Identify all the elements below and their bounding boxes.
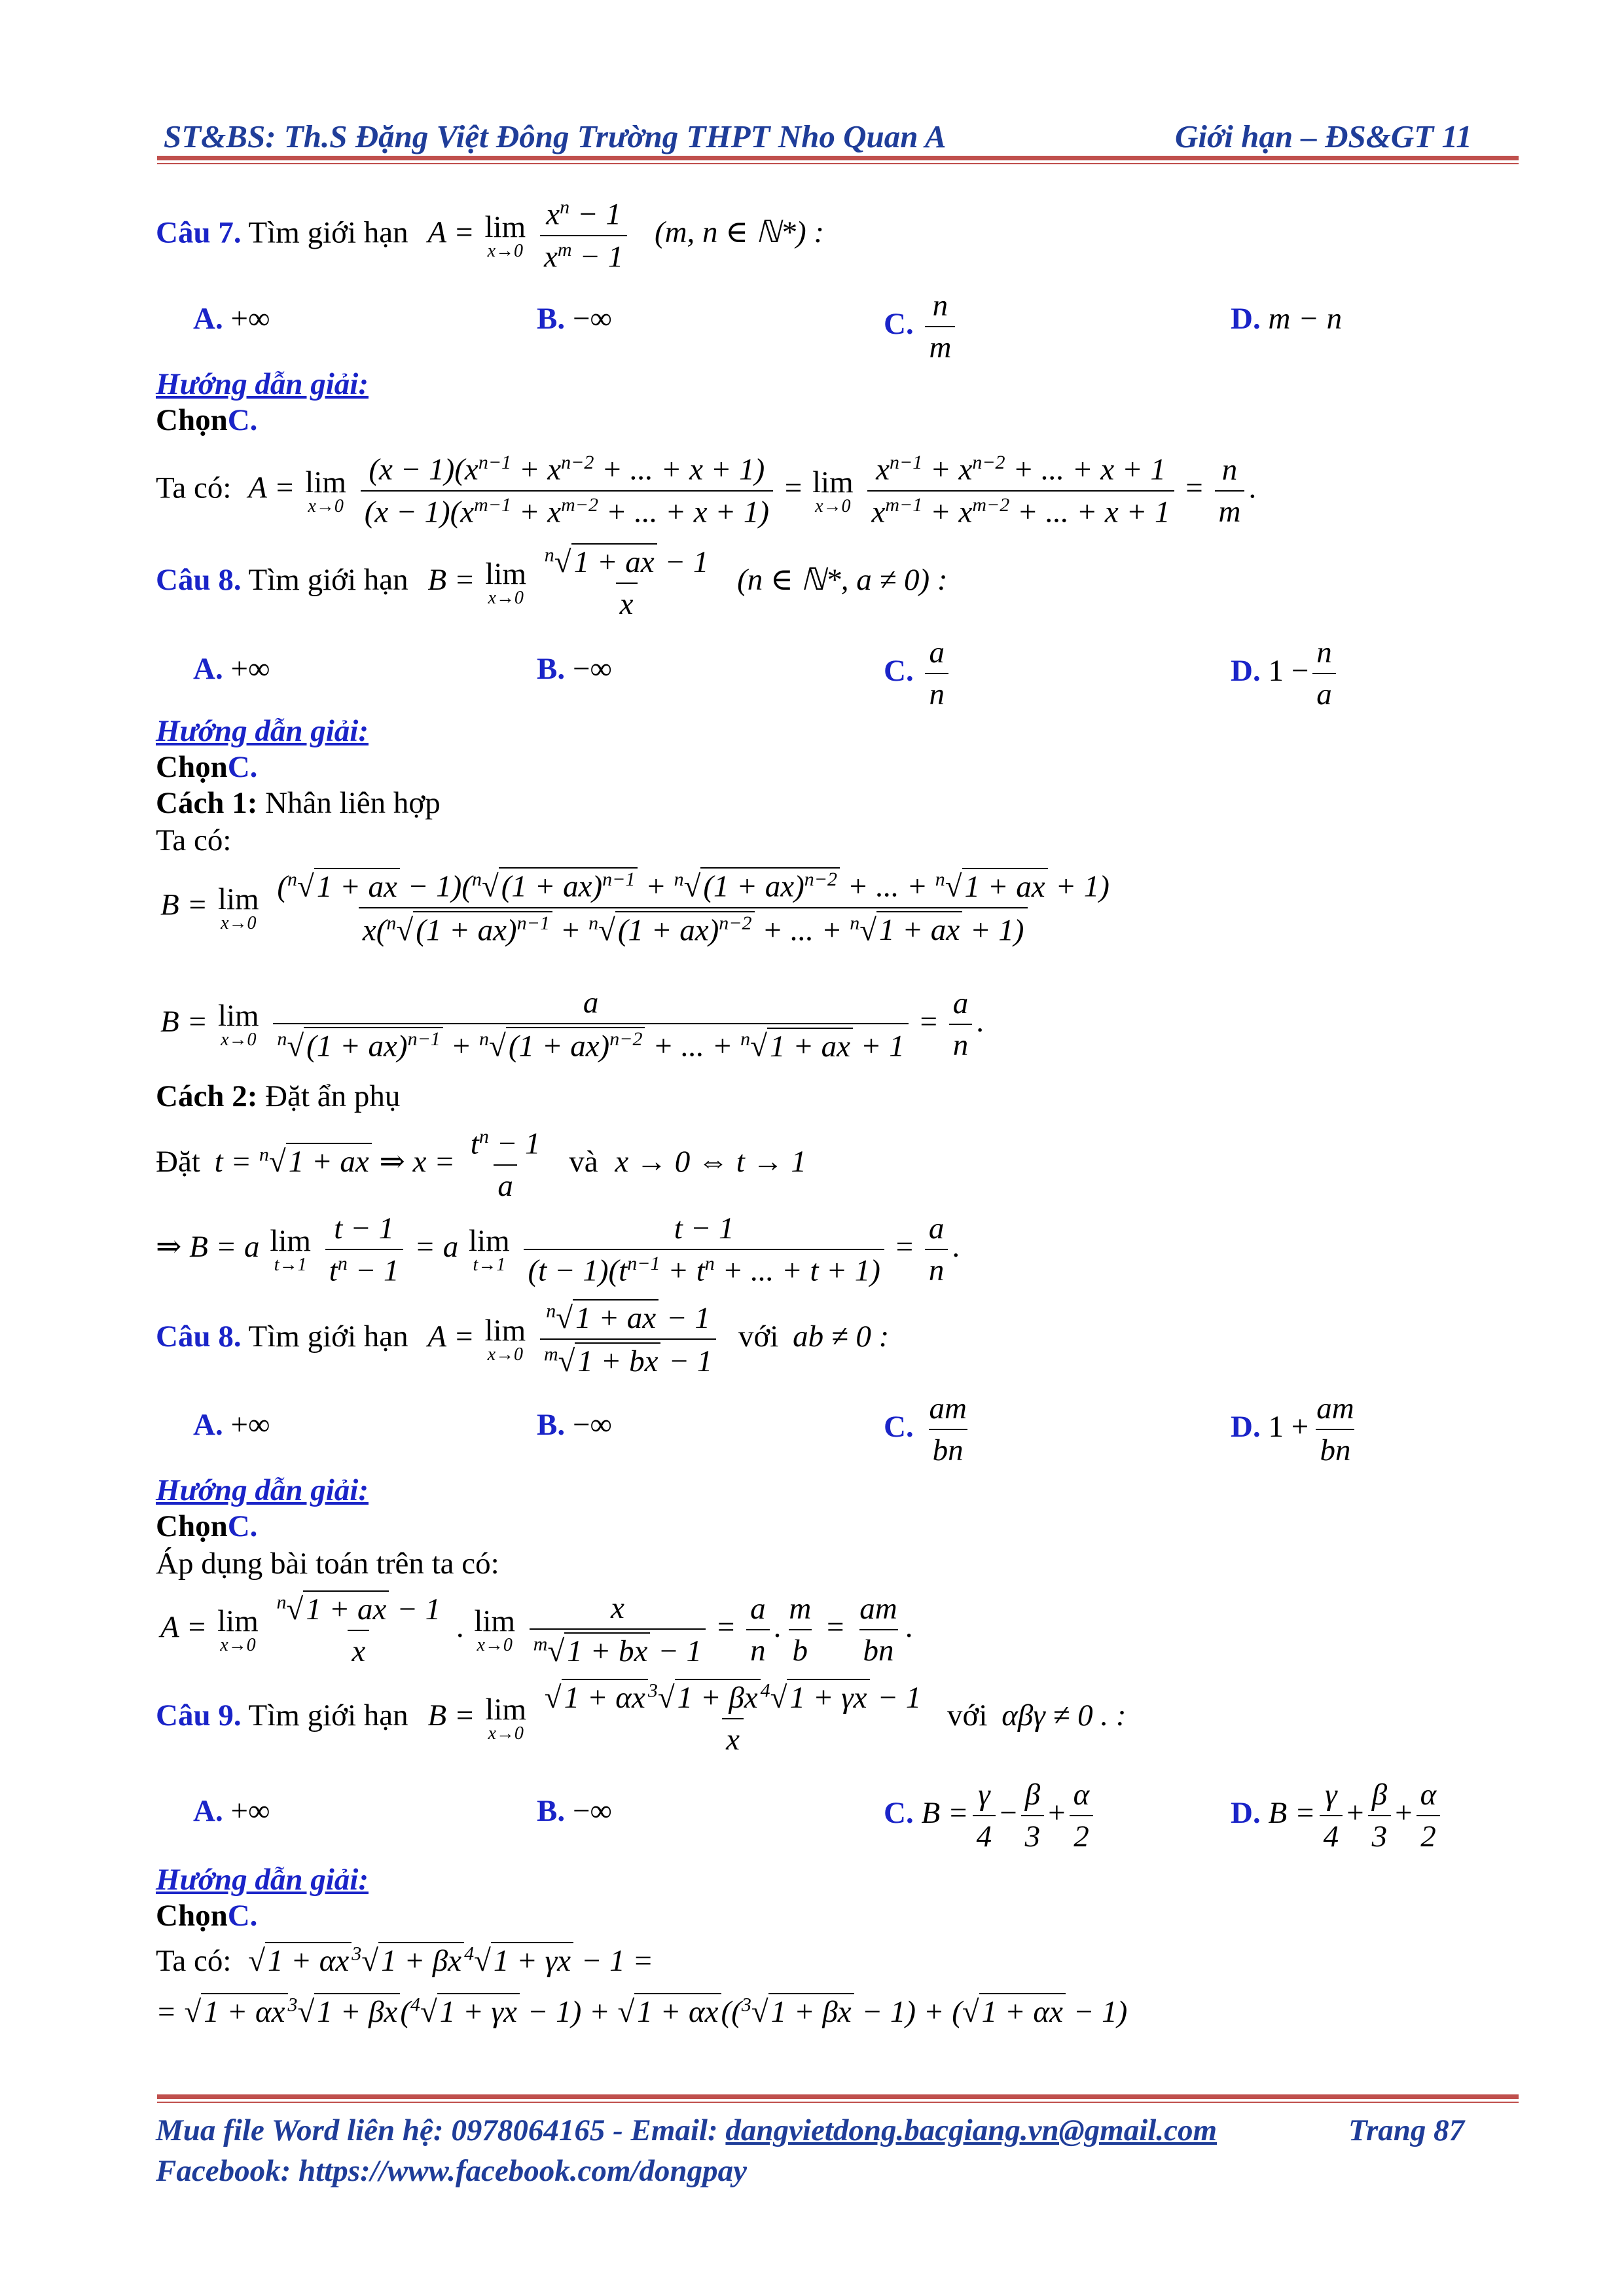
solution-7: Ta có: A = lim x→0 $\frac{(x - 1)(x^{n-1} + x^{n-2} + ... + x + 1)}{(x - 1)(x^{m-1} + x^{m-2} + ... + x + 1)}$ = lim x→0 $\frac{x^{n-1} + x^{n-2} + ... + x + 1}{x^{m-1} + x^{m-2} + ... + x + 1}$ = $\frac{n}{m}$ . [156, 452, 1257, 529]
answer-d: D. 1 − $\frac{n}{a}$ [1231, 635, 1340, 712]
solution-9-line1: Ta có: √1 + αx $^3$√1 + βx $^4$√1 + γx − 1 = [156, 1943, 654, 1978]
solution-8b: A = lim x→0 $\frac{^n√1 + ax - 1}{x}$ . lim x→0 $\frac{x}{^m√1 + bx - 1}$ = $\frac{a}{n}$ . $\frac{m}{b}$ = $\frac{am}{bn}$ . [160, 1591, 913, 1668]
email-link[interactable]: dangvietdong.bacgiang.vn@gmail.com [725, 2113, 1218, 2147]
header-title: ST&BS: Th.S Đặng Việt Đông Trường THPT Nho Quan A [164, 118, 947, 154]
guide-heading: Hướng dẫn giải: [156, 1473, 369, 1507]
header-rule-thin [157, 163, 1519, 164]
solution-intro: Ta có: [156, 823, 232, 857]
page-number: Trang 87 [1348, 2113, 1465, 2147]
answer-a: A. +∞ [193, 302, 270, 336]
answer-c: C. $\frac{am}{bn}$ [884, 1391, 967, 1467]
chosen-answer: ChọnC. [156, 750, 258, 784]
guide-heading: Hướng dẫn giải: [156, 1863, 369, 1897]
header-rule [157, 156, 1519, 160]
answer-c: C. $\frac{a}{n}$ [884, 635, 952, 712]
answer-b: B. −∞ [537, 302, 612, 336]
footer-contact: Mua file Word liên hệ: 0978064165 - Email: dangvietdong.bacgiang.vn@gmail.com [156, 2113, 1218, 2147]
question-7 [156, 196, 824, 274]
math: $\frac{x^n - 1}{x^m - 1}$ [540, 196, 627, 274]
answer-d: D. m − n [1231, 302, 1343, 336]
question-8b: Câu 8. Tìm giới hạn A = lim x→0 $\frac{^n√1 + ax - 1}{^m√1 + bx - 1}$ với ab ≠ 0 : [156, 1300, 890, 1378]
answer-d: D. 1 + $\frac{am}{bn}$ [1231, 1391, 1354, 1467]
guide-heading: Hướng dẫn giải: [156, 714, 369, 748]
answer-a: A. +∞ [193, 652, 270, 686]
answer-b: B. −∞ [537, 652, 612, 686]
answer-b: B. −∞ [537, 1794, 612, 1828]
math: lim x→0 [484, 209, 526, 261]
question-9: Câu 9. Tìm giới hạn B = lim x→0 $\frac{√1 + \alpha x ^3√1 + \beta x ^4√1 + \gamma x - 1}{x}$ với αβγ ≠ 0 . : [156, 1679, 1127, 1757]
guide-heading: Hướng dẫn giải: [156, 367, 369, 401]
solution-8-method2: ⇒ B = a lim t→1 $\frac{t - 1}{t^n - 1}$ = a lim t→1 $\frac{t - 1}{(t - 1)(t^{n-1} + t^n + ... + t + 1)}$ = $\frac{a}{n}$ . [156, 1211, 960, 1288]
chosen-answer: ChọnC. [156, 1509, 258, 1543]
question-7-prompt: Tìm giới hạn [248, 215, 408, 250]
chosen-answer: ChọnC. [156, 403, 258, 437]
method-2: Cách 2: Đặt ẩn phụ [156, 1079, 401, 1113]
answer-a: A. +∞ [193, 1794, 270, 1828]
solution-8-step2: B = lim x→0 $\frac{a}{^n√(1 + ax)^{n-1} + ^n√(1 + ax)^{n-2} + ... + ^n√1 + ax + 1}$ = $\frac{a}{n}$ . [160, 986, 984, 1064]
question-7-condition: (m, n ∈ ℕ*) : [654, 215, 825, 250]
method-1: Cách 1: Nhân liên hợp [156, 786, 441, 820]
footer-facebook[interactable]: Facebook: https://www.facebook.com/dongpay [156, 2154, 747, 2188]
solution-8-step1: B = lim x→0 ($^n$√1 + ax − 1)($^n$√(1 + ax)$^{n-1}$ + $^n$√(1 + ax)$^{n-2}$ + ... + $^n$√1 + ax + 1) x($^n$√(1 + ax)$^{n-1}$ + $^n$√(1 + ax)$^{n-2}$ + ... + $^n$√1 + ax + 1) [160, 869, 1110, 948]
substitution: Đặt t = $^n$√1 + ax ⇒ x = $\frac{t^n - 1}{a}$ và x → 0 ⇔ t → 1 [156, 1126, 806, 1203]
math: A = [427, 215, 475, 250]
question-7-label: Câu 7. [156, 215, 242, 250]
header-chapter: Giới hạn – ĐS&GT 11 [1175, 118, 1472, 154]
footer-rule-thin [157, 2102, 1519, 2103]
answer-c: C. $\frac{n}{m}$ [884, 288, 959, 365]
footer-rule [157, 2094, 1519, 2099]
answer-d: D. B = $\frac{\gamma}{4}$ + $\frac{\beta}{3}$ + $\frac{\alpha}{2}$ [1231, 1777, 1444, 1854]
solution-9-line2: = √1 + αx $^3$√1 + βx($^4$√1 + γx − 1) + √1 + αx(($^3$√1 + βx − 1) + (√1 + αx − 1) [156, 1994, 1128, 2029]
question-8: Câu 8. Tìm giới hạn B = lim x→0 $\frac{^n√1 + ax - 1}{x}$ (n ∈ ℕ*, a ≠ 0) : [156, 544, 948, 621]
solution-intro: Áp dụng bài toán trên ta có: [156, 1547, 499, 1581]
chosen-answer: ChọnC. [156, 1899, 258, 1933]
answer-c: C. B = $\frac{\gamma}{4}$ − $\frac{\beta}{3}$ + $\frac{\alpha}{2}$ [884, 1777, 1097, 1854]
answer-a: A. +∞ [193, 1408, 270, 1442]
answer-b: B. −∞ [537, 1408, 612, 1442]
